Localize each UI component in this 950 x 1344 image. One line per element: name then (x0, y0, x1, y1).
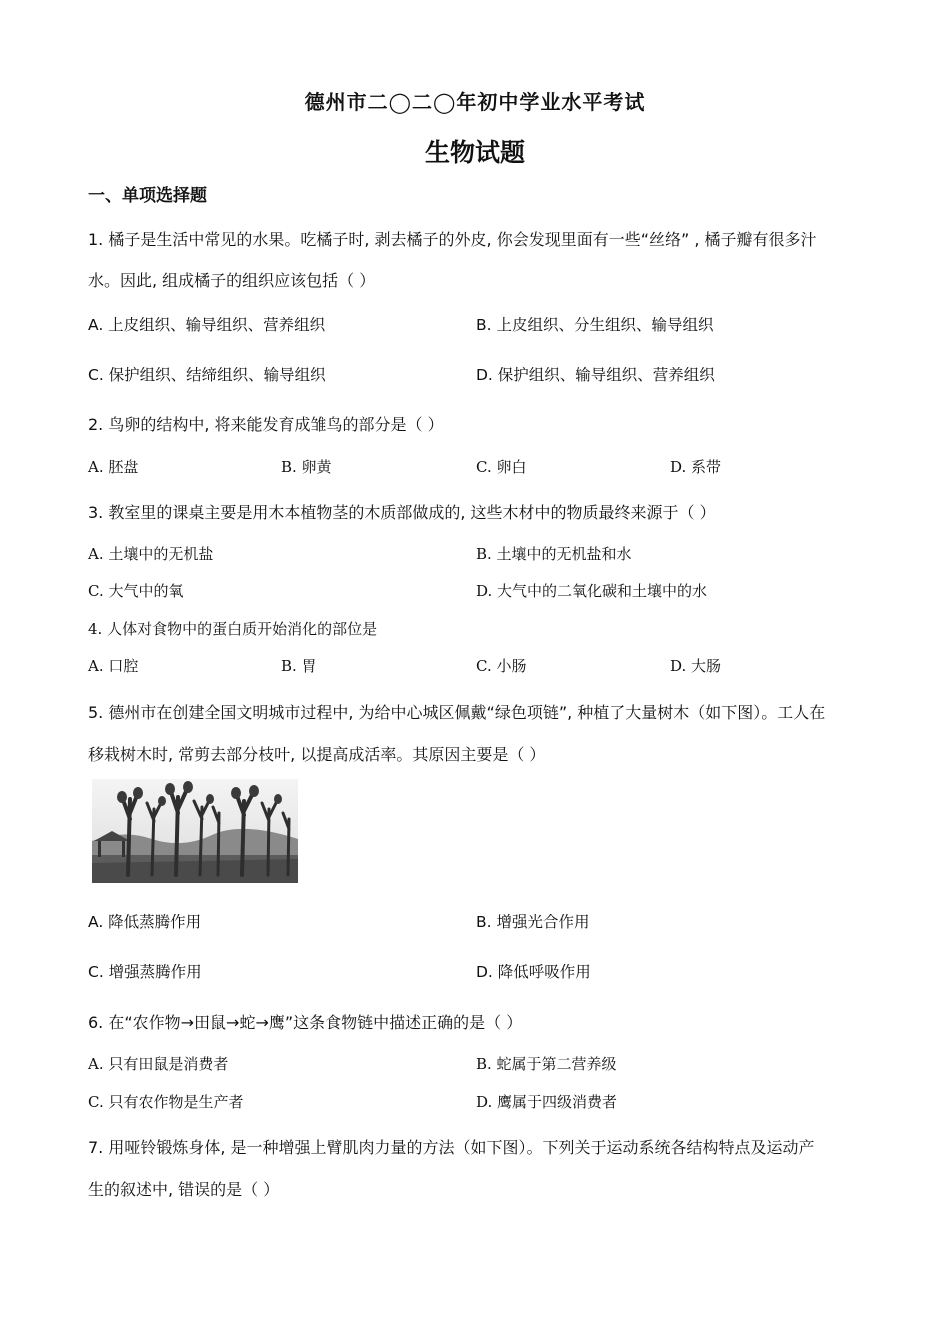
q2-option-c[interactable]: C. 卵白 (476, 458, 527, 476)
q4-option-a[interactable]: A. 口腔 (88, 657, 139, 675)
pruned-trees-photo (92, 779, 298, 883)
q3-option-c[interactable]: C. 大气中的氧 (88, 582, 184, 600)
q1-stem-line1: 1. 橘子是生活中常见的水果。吃橘子时, 剥去橘子的外皮, 你会发现里面有一些“丝络” , 橘子瓣有很多汁 (88, 230, 817, 249)
q2-option-d[interactable]: D. 系带 (670, 458, 722, 476)
q1-option-a[interactable]: A. 上皮组织、输导组织、营养组织 (88, 316, 326, 334)
q3-option-d[interactable]: D. 大气中的二氧化碳和土壤中的水 (476, 582, 708, 600)
q2-stem: 2. 鸟卵的结构中, 将来能发育成雏鸟的部分是（ ） (88, 415, 444, 434)
q5-option-b[interactable]: B. 增强光合作用 (476, 913, 590, 931)
q7-stem-line1: 7. 用哑铃锻炼身体, 是一种增强上臂肌肉力量的方法（如下图）。下列关于运动系统各结构特点及运动产 (88, 1138, 815, 1157)
q4-option-c[interactable]: C. 小肠 (476, 657, 527, 675)
q7-stem-line2: 生的叙述中, 错误的是（ ） (88, 1180, 280, 1199)
section-heading: 一、单项选择题 (88, 186, 207, 206)
exam-title: 德州市二◯二◯年初中学业水平考试 (304, 90, 646, 114)
q3-option-b[interactable]: B. 土壤中的无机盐和水 (476, 545, 632, 563)
q2-option-a[interactable]: A. 胚盘 (88, 458, 139, 476)
q1-option-d[interactable]: D. 保护组织、输导组织、营养组织 (476, 366, 715, 384)
q5-option-c[interactable]: C. 增强蒸腾作用 (88, 963, 202, 981)
q4-option-d[interactable]: D. 大肠 (670, 657, 722, 675)
q5-stem-line1: 5. 德州市在创建全国文明城市过程中, 为给中心城区佩戴“绿色项链”, 种植了大量树木（如下图）。工人在 (88, 703, 826, 722)
q6-stem: 6. 在“农作物→田鼠→蛇→鹰”这条食物链中描述正确的是（ ） (88, 1013, 523, 1032)
q6-option-b[interactable]: B. 蛇属于第二营养级 (476, 1055, 617, 1073)
q6-option-a[interactable]: A. 只有田鼠是消费者 (88, 1055, 229, 1073)
q3-stem: 3. 教室里的课桌主要是用木本植物茎的木质部做成的, 这些木材中的物质最终来源于（ ） (88, 503, 716, 522)
q6-option-c[interactable]: C. 只有农作物是生产者 (88, 1093, 244, 1111)
q4-option-b[interactable]: B. 胃 (281, 657, 317, 675)
q1-option-b[interactable]: B. 上皮组织、分生组织、输导组织 (476, 316, 714, 334)
q1-stem-line2: 水。因此, 组成橘子的组织应该包括（ ） (88, 271, 376, 290)
q3-option-a[interactable]: A. 土壤中的无机盐 (88, 545, 214, 563)
q5-option-d[interactable]: D. 降低呼吸作用 (476, 963, 591, 981)
q1-option-c[interactable]: C. 保护组织、结缔组织、输导组织 (88, 366, 326, 384)
q5-stem-line2: 移栽树木时, 常剪去部分枝叶, 以提高成活率。其原因主要是（ ） (88, 745, 546, 764)
q5-option-a[interactable]: A. 降低蒸腾作用 (88, 913, 202, 931)
q2-option-b[interactable]: B. 卵黄 (281, 458, 332, 476)
q6-option-d[interactable]: D. 鹰属于四级消费者 (476, 1093, 618, 1111)
q4-stem: 4. 人体对食物中的蛋白质开始消化的部位是 (88, 620, 378, 638)
exam-subtitle: 生物试题 (424, 138, 525, 167)
